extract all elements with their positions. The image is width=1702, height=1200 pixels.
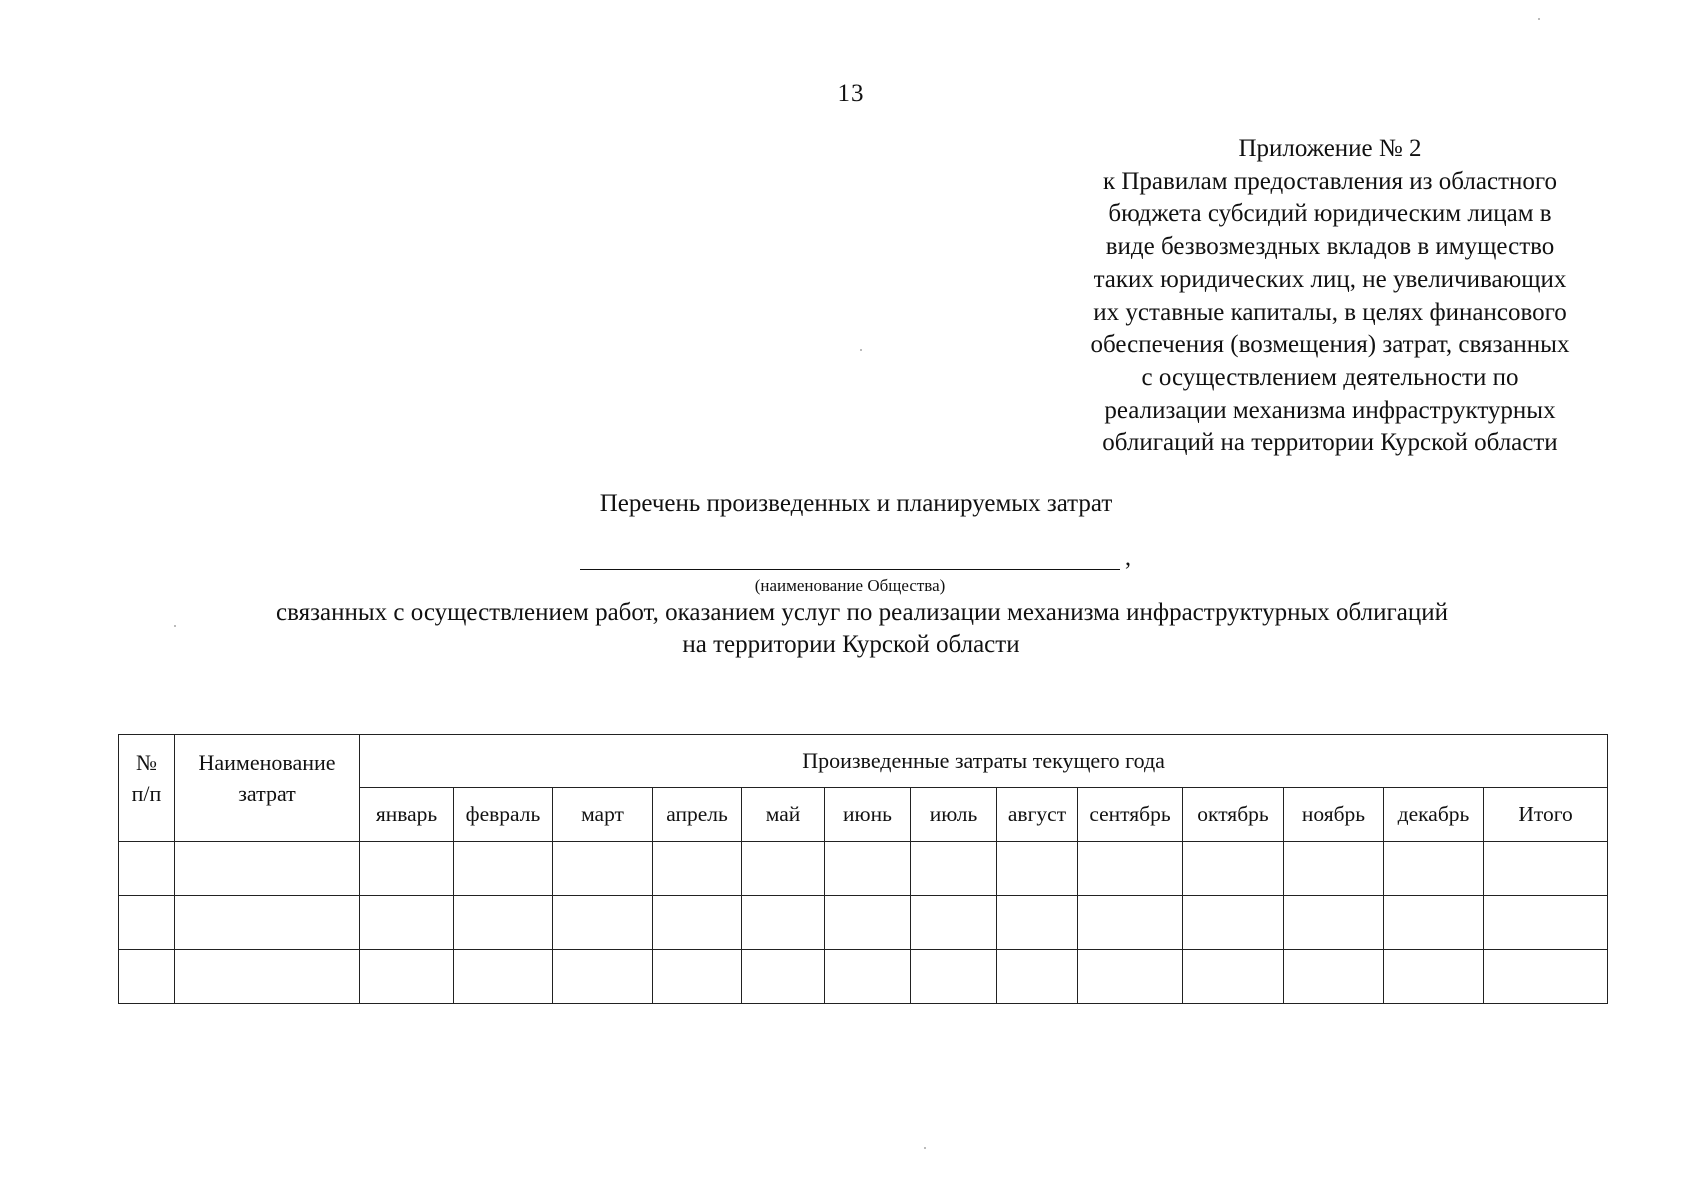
row-value-cell[interactable]	[1384, 842, 1484, 896]
subtitle-line-1: связанных с осуществлением работ, оказанием услуг по реализации механизма инфраструктурных облигаций	[276, 599, 1448, 626]
row-value-cell[interactable]	[1284, 842, 1384, 896]
appendix-block	[1020, 133, 1640, 460]
row-total-cell[interactable]	[1484, 896, 1608, 950]
organization-name-underline	[580, 569, 1120, 570]
column-header-cost-name-line-2: затрат	[238, 781, 296, 806]
row-value-cell[interactable]	[1284, 950, 1384, 1004]
row-value-cell[interactable]	[825, 896, 911, 950]
organization-name-field[interactable]	[580, 545, 1140, 575]
row-value-cell[interactable]	[553, 842, 653, 896]
table-row	[119, 950, 1608, 1004]
row-value-cell[interactable]	[454, 896, 553, 950]
column-header-number-line-2: п/п	[131, 781, 162, 806]
column-header-march: март	[553, 788, 653, 842]
column-header-september: сентябрь	[1078, 788, 1183, 842]
row-number-cell[interactable]	[119, 950, 175, 1004]
appendix-line: бюджета субсидий юридическим лицам в	[1108, 200, 1552, 228]
row-name-cell[interactable]	[175, 896, 360, 950]
row-value-cell[interactable]	[1183, 842, 1284, 896]
row-value-cell[interactable]	[454, 950, 553, 1004]
column-header-july: июль	[911, 788, 997, 842]
row-value-cell[interactable]	[997, 842, 1078, 896]
subtitle-line-2: на территории Курской области	[682, 631, 1020, 658]
row-value-cell[interactable]	[997, 896, 1078, 950]
row-value-cell[interactable]	[911, 842, 997, 896]
row-value-cell[interactable]	[1078, 896, 1183, 950]
column-group-header: Произведенные затраты текущего года	[360, 735, 1608, 788]
column-header-february: февраль	[454, 788, 553, 842]
row-value-cell[interactable]	[360, 842, 454, 896]
column-header-june: июнь	[825, 788, 911, 842]
page-number: 13	[837, 80, 865, 107]
row-value-cell[interactable]	[825, 842, 911, 896]
row-value-cell[interactable]	[997, 950, 1078, 1004]
row-number-cell[interactable]	[119, 896, 175, 950]
row-number-cell[interactable]	[119, 842, 175, 896]
column-header-number	[119, 735, 175, 842]
column-header-total: Итого	[1484, 788, 1608, 842]
row-value-cell[interactable]	[653, 842, 742, 896]
organization-name-caption: (наименование Общества)	[754, 576, 946, 595]
appendix-line: виде безвозмездных вкладов в имущество	[1105, 233, 1555, 261]
row-value-cell[interactable]	[653, 950, 742, 1004]
row-value-cell[interactable]	[1078, 950, 1183, 1004]
table-header-row	[119, 735, 1608, 788]
column-header-april: апрель	[653, 788, 742, 842]
column-header-number-line-1: №	[136, 750, 157, 775]
column-header-december: декабрь	[1384, 788, 1484, 842]
row-name-cell[interactable]	[175, 950, 360, 1004]
row-total-cell[interactable]	[1484, 842, 1608, 896]
row-value-cell[interactable]	[742, 842, 825, 896]
document-subtitle	[0, 597, 1702, 661]
appendix-title: Приложение № 2	[1238, 135, 1422, 162]
column-header-october: октябрь	[1183, 788, 1284, 842]
row-value-cell[interactable]	[1183, 950, 1284, 1004]
column-header-cost-name	[175, 735, 360, 842]
row-value-cell[interactable]	[742, 896, 825, 950]
appendix-line: к Правилам предоставления из областного	[1102, 167, 1558, 195]
column-header-november: ноябрь	[1284, 788, 1384, 842]
row-value-cell[interactable]	[360, 950, 454, 1004]
column-header-august: август	[997, 788, 1078, 842]
costs-table	[118, 734, 1608, 1004]
appendix-line: с осуществлением деятельности по	[1141, 363, 1519, 391]
column-header-january: январь	[360, 788, 454, 842]
appendix-line: их уставные капиталы, в целях финансового	[1093, 298, 1567, 326]
row-value-cell[interactable]	[742, 950, 825, 1004]
scan-speck	[1538, 18, 1540, 20]
column-header-cost-name-line-1: Наименование	[198, 750, 336, 775]
row-value-cell[interactable]	[911, 896, 997, 950]
scan-speck	[174, 625, 176, 627]
row-value-cell[interactable]	[360, 896, 454, 950]
row-value-cell[interactable]	[1183, 896, 1284, 950]
row-total-cell[interactable]	[1484, 950, 1608, 1004]
row-value-cell[interactable]	[1384, 896, 1484, 950]
row-name-cell[interactable]	[175, 842, 360, 896]
appendix-line: реализации механизма инфраструктурных	[1104, 396, 1556, 424]
table-row	[119, 896, 1608, 950]
row-value-cell[interactable]	[911, 950, 997, 1004]
appendix-line: таких юридических лиц, не увеличивающих	[1093, 265, 1567, 293]
organization-name-comma: ,	[1125, 545, 1131, 571]
row-value-cell[interactable]	[1284, 896, 1384, 950]
document-title: Перечень произведенных и планируемых затрат	[599, 490, 1113, 517]
row-value-cell[interactable]	[553, 896, 653, 950]
column-header-may: май	[742, 788, 825, 842]
scan-speck	[924, 1147, 926, 1149]
row-value-cell[interactable]	[454, 842, 553, 896]
appendix-line: обеспечения (возмещения) затрат, связанных	[1090, 331, 1570, 359]
appendix-line: облигаций на территории Курской области	[1102, 429, 1558, 457]
row-value-cell[interactable]	[825, 950, 911, 1004]
row-value-cell[interactable]	[553, 950, 653, 1004]
row-value-cell[interactable]	[653, 896, 742, 950]
table-row	[119, 842, 1608, 896]
row-value-cell[interactable]	[1384, 950, 1484, 1004]
scan-speck	[860, 349, 862, 351]
row-value-cell[interactable]	[1078, 842, 1183, 896]
